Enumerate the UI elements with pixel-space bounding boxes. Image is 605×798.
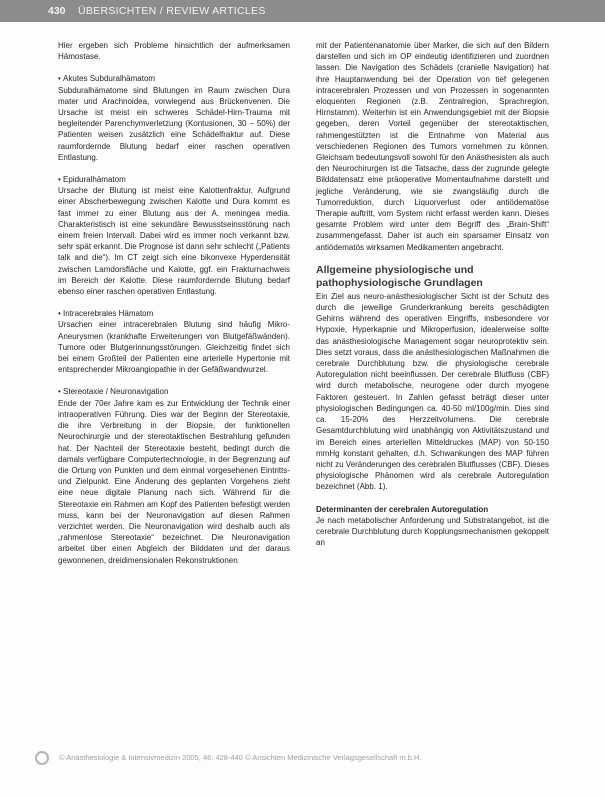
physiology-paragraph: Ein Ziel aus neuro-anästhesiologischer Sicht ist der Schutz des durch die jeweilige Grunderkrankung bereits geschädigten Gehirns während des operativen Eingriffs, insbesondere vor Hypoxie, Hyperkapnie und Mikroperfusion, idealerweise sollte das anästhesiologische Management sogar neuroprotektiv sein. Dies setzt voraus, dass die anästhesiologischen Maßnahmen die cerebrale Durchblutung bzw. die physiologische cerebrale Autoregulation nicht beeinflussen. Der cerebrale Blutfluss (CBF) wird durch metabolische, neurogene oder durch myogene Faktoren gesteuert. In Zahlen gefasst beträgt dieser unter physiologischen Bedingungen ca. 40-50 ml/100g/min. Dies sind ca. 15-20% des Herzzeitvolumens. Die cerebrale Gesamtdurchblutung wird unabhängig von Aktivitätszustand und im Bereich eines arteriellen Mitteldruckes (MAP) von 50-150 mmHg konstant gehalten, d.h. Schwankungen des MAP führen nicht zu Veränderungen des cerebralen Blutflusses (CBF). Dieses physiologische Phänomen wird als cerebrale Autoregulation bezeichnet (Abb. 1). (316, 291, 550, 492)
left-column (58, 40, 290, 577)
section-heading-subdural: • Akutes Subduralhämatom (58, 73, 290, 84)
intro-paragraph: Hier ergeben sich Probleme hinsichtlich der aufmerksamen Hämostase. (58, 41, 290, 62)
section-subdural (58, 73, 290, 163)
page-footer (35, 750, 575, 772)
section-text-intracerebral: Ursachen einer intracerebralen Blutung sind häufig Mikro-Aneurysmen (krankhafte Erweiterungen von Blutgefäßwänden). Tumore oder Blutgerinnungsstörungen. Gleichzeitig findet sich bei einem Großteil der Patienten eine arterielle Hypertonie mit entsprechender Mikroangiopathie in der Gefäßwandwurzel. (58, 320, 290, 375)
section-text-stereotaxie: Ende der 70er Jahre kam es zur Entwicklung der Technik einer intraoperativen Führung. Dies war der Beginn der Stereotaxie, die ihre Verbreitung in der Biopsie, der funktionellen Neurochirurgie und der stereotaktischen Bestrahlung gefunden hat. Der Nachteil der Stereotaxie besteht, bedingt durch die damals verfügbare Computertechnologie, in der Begrenzung auf die Ortung von Punkten und dem einmal vorgesehenen Eintritts- und Zielpunkt. Eine Änderung des geplanten Vorgehens zieht eine neue digitale Planung nach sich. Während für die Stereotaxie ein Rahmen am Kopf des Patienten befestigt werden muss, kann bei der Neuronavigation auf diesen Rahmen verzichtet werden. Die Neuronavigation wird deshalb auch als „rahmenlose Stereotaxie“ bezeichnet. Die Neuronavigation arbeitet über einen Abgleich der Bilddaten und der daraus gewonnenen, dreidimensionalen Rekonstruktionen (58, 398, 290, 565)
section-epidural (58, 174, 290, 297)
section-heading-intracerebral: • Intracerebrales Hämatom (58, 308, 290, 319)
right-column (316, 40, 549, 548)
continuation-block (316, 40, 549, 253)
section-text-epidural: Ursache der Blutung ist meist eine Kalottenfraktur. Aufgrund einer Abscherbewegung zwischen Kalotte und Dura kommt es fast immer zu einer Blutung aus der A. meningea media. Charakteristisch ist eine sekundäre Bewusstseinsstörung nach einem freien Intervall. Dabei wird es immer noch verkannt bzw. sehr spät erkannt. Die Prognose ist dann sehr schlecht („Patients talk and die“). Im CT zeigt sich eine bikonvexe Hyperdensität zwischen Lamdorsfläche und Kalotte, ggf. ein Frakturnachweis im Bereich der Kalotte. Diese raumfordernde Blutung bedarf ebenso einer raschen operativen Entlastung. (58, 186, 290, 297)
section-title: ÜBERSICHTEN / REVIEW ARTICLES (78, 5, 266, 17)
section-heading-physiology: Allgemeine physiologische und pathophysiologische Grundlagen (316, 263, 483, 290)
section-stereotaxie (58, 386, 290, 565)
section-text-subdural: Subduralhämatome sind Blutungen im Raum zwischen Dura mater und Arachnoidea, vorwiegend aus Brückenvenen. Die Ursache ist meist ein schweres Schädel-Hirn-Trauma mit begleitender Parenchymverletzung (Kontusionen, 30 – 50%) der Patienten weisen zusätzlich eine Schädelfraktur auf. Diese raumfordernde Blutung bedarf einer raschen operativen Entlastung. (58, 85, 290, 162)
physiology-section (316, 264, 549, 493)
section-intracerebral (58, 308, 290, 375)
section-heading-epidural: • Epiduralhämatom (58, 174, 290, 185)
page-number: 430 (48, 5, 66, 17)
autoregulation-section (316, 504, 549, 549)
continuation-paragraph: mit der Patientenanatomie über Marker, die sich auf den Bildern darstellen und sich im OP eindeutig identifizieren und zuordnen lassen. Die Navigation des Schädels (cranielle Navigation) hat ihre Hauptanwendung bei der Operation von tief gelegenen intracerebralen Prozessen und von Prozessen in sogenannten eloquenten Regionen (z.B. Zentralregion, Sprachregion, Hirnstamm). Weiterhin ist ein Anwendungsgebiet mit der Biopsie gegeben, deren Vorteil gegenüber der stereotaktischen, rahmengestützten ist die Entnahme von Material aus verschiedenen Regionen des Tumors vornehmen zu können. Gleichsam bedeutungsvoll sowohl für den Anästhesisten als auch den Neurochirurgen ist die Tatsache, dass der zugrunde gelegte Bilddatensatz eine präoperative Momentaufnahme darstellt und jegliche Veränderung, wie sie zwangsläufig durch die Tumorreduktion, durch Liquorverlust oder antiödematöse Therapie auftritt, vom System nicht erfasst werden kann. Dieses gesamte Problem wird unter dem Begriff des „Brain-Shift“ zusammengefasst. Daher ist auch ein sparsamer Einsatz von antiödematös wirksamen Medikamenten angebracht. (316, 41, 549, 252)
subheading-autoregulation: Determinanten der cerebralen Autoregulation (316, 504, 489, 514)
running-header (0, 0, 605, 22)
footer-citation: © Anästhesiologie & Intensivmedizin 2005, 46: 428-440 © Ansichten Medizinische Verlagsgesellschaft m.b.H. (59, 753, 422, 762)
autoregulation-paragraph: Je nach metabolischer Anforderung und Substratangebot, ist die cerebrale Durchblutung durch Kopplungsmechanismen gekoppelt an (316, 515, 549, 548)
publisher-seal-icon (35, 751, 49, 765)
section-heading-stereotaxie: • Stereotaxie / Neuronavigation (58, 386, 290, 397)
intro-block (58, 40, 290, 62)
